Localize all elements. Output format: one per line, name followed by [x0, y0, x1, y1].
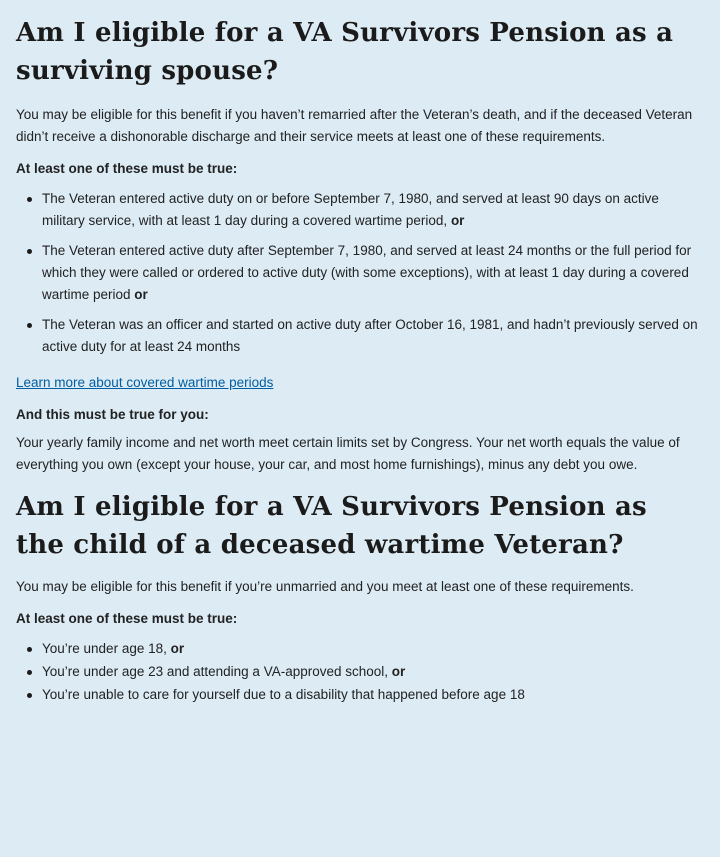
spouse-eligibility-section	[16, 14, 704, 476]
list-item-text: You’re unable to care for yourself due to a disability that happened before age 18	[42, 687, 525, 702]
child-requirements-lead: At least one of these must be true:	[16, 611, 238, 626]
list-item	[16, 188, 704, 232]
child-section-intro: You may be eligible for this benefit if you’re unmarried and you meet at least one of these requirements.	[16, 579, 634, 594]
spouse-section-intro: You may be eligible for this benefit if you haven’t remarried after the Veteran’s death, and if the deceased Veteran didn’t receive a dishonorable discharge and their service meets at least one of these requirements.	[16, 107, 693, 144]
list-item	[16, 314, 704, 358]
list-item-text: The Veteran entered active duty after September 7, 1980, and served at least 24 months or the full period for which they were called or ordered to active duty (with some exceptions), with at least 1 day during a covered wartime period	[42, 243, 692, 302]
list-item-or: or	[170, 641, 185, 656]
wartime-periods-link[interactable]: Learn more about covered wartime periods	[16, 375, 274, 390]
list-item-or: or	[134, 287, 148, 302]
for-you-text: Your yearly family income and net worth meet certain limits set by Congress. Your net worth equals the value of everything you own (except your house, your car, and most home furnishings), minus any debt you owe.	[16, 435, 680, 472]
child-section-heading: Am I eligible for a VA Survivors Pension as the child of a deceased wartime Veteran?	[16, 492, 647, 560]
list-item-text: The Veteran was an officer and started on active duty after October 16, 1981, and hadn’t previously served on active duty for at least 24 months	[42, 317, 698, 354]
child-eligibility-section	[16, 488, 704, 706]
spouse-requirements-list	[16, 188, 704, 358]
list-item-text: The Veteran entered active duty on or before September 7, 1980, and served at least 90 days on active military service, with at least 1 day during a covered wartime period,	[42, 191, 659, 228]
list-item	[16, 684, 704, 706]
list-item-text: You’re under age 23 and attending a VA-approved school,	[42, 664, 392, 679]
child-requirements-list	[16, 638, 704, 706]
list-item	[16, 638, 704, 660]
spouse-section-heading: Am I eligible for a VA Survivors Pension as a surviving spouse?	[16, 18, 674, 86]
list-item	[16, 661, 704, 683]
list-item-or: or	[391, 664, 406, 679]
list-item-text: You’re under age 18,	[42, 641, 171, 656]
spouse-requirements-lead: At least one of these must be true:	[16, 161, 238, 176]
list-item-or: or	[450, 213, 465, 228]
for-you-lead: And this must be true for you:	[16, 407, 209, 422]
list-item	[16, 240, 704, 306]
